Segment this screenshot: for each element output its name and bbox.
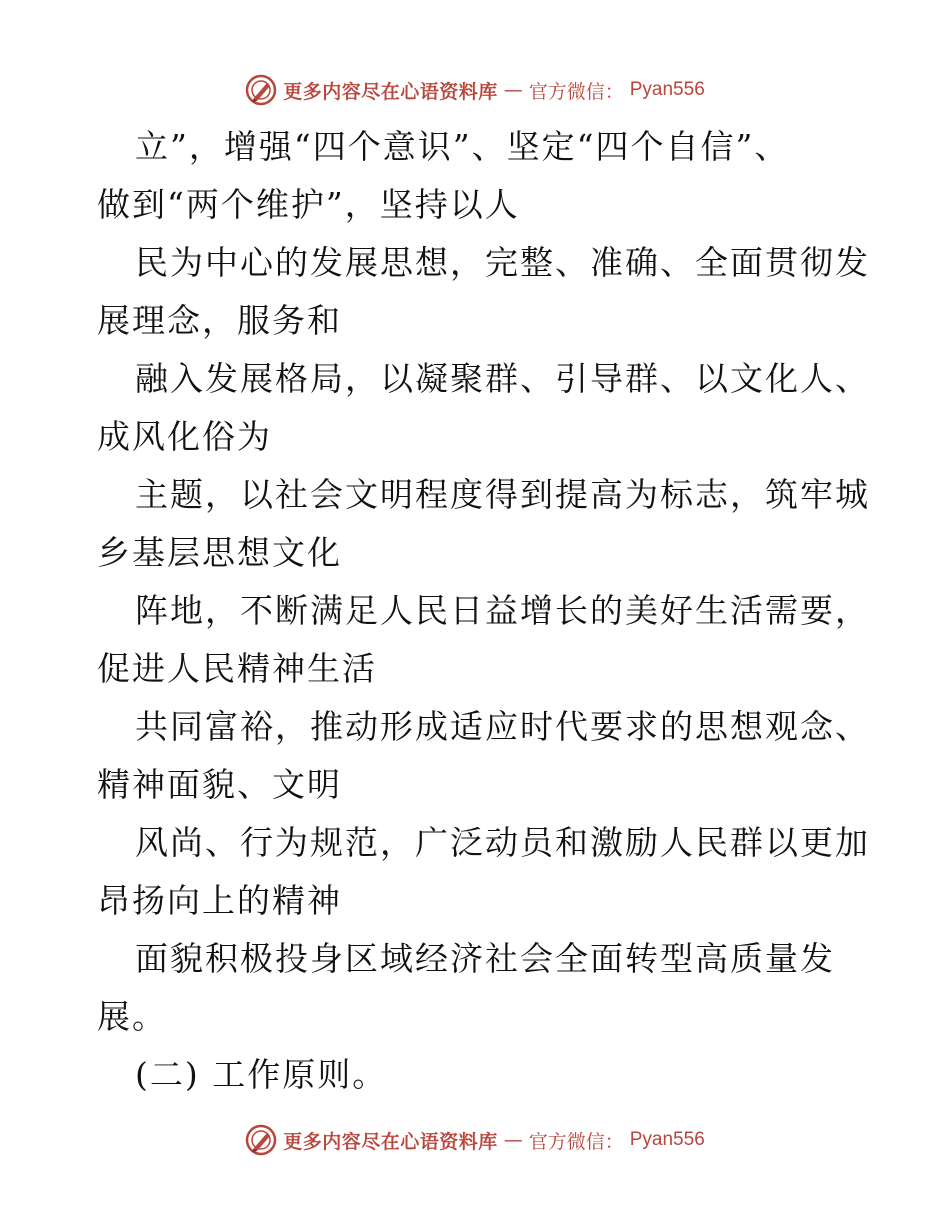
body-line: 面貌积极投身区域经济社会全面转型高质量发 — [135, 939, 835, 978]
body-line: 促进人民精神生活 — [97, 649, 377, 688]
document-body — [97, 118, 870, 1104]
watermark-dash: — — [503, 79, 523, 101]
body-line: 民为中心的发展思想，完整、准确、全面贯彻发 — [135, 243, 870, 282]
pen-logo-icon — [245, 74, 277, 106]
body-line: 融入发展格局，以凝聚群、引导群、以文化人、 — [135, 359, 870, 398]
body-line: 阵地，不断满足人民日益增长的美好生活需要， — [135, 591, 870, 630]
body-line: 成风化俗为 — [97, 417, 272, 456]
pen-logo-icon — [245, 1124, 277, 1156]
body-line: 做到“两个维护”，坚持以人 — [97, 185, 520, 224]
header-watermark — [0, 70, 950, 110]
section-heading: (二) 工作原则。 — [135, 1055, 388, 1094]
body-line: 展。 — [97, 997, 167, 1036]
watermark-brand: 更多内容尽在心语资料库 — [283, 1130, 498, 1153]
body-line: 乡基层思想文化 — [97, 533, 342, 572]
watermark-dash: — — [503, 1129, 523, 1151]
watermark-wechat-id: Pyan556 — [629, 79, 705, 100]
watermark-brand: 更多内容尽在心语资料库 — [283, 80, 498, 103]
footer-watermark — [0, 1120, 950, 1160]
watermark-wechat-label: 官方微信： — [528, 1130, 624, 1153]
body-line: 共同富裕，推动形成适应时代要求的思想观念、 — [135, 707, 870, 746]
watermark-wechat-label: 官方微信： — [528, 80, 624, 103]
body-line: 昂扬向上的精神 — [97, 881, 342, 920]
body-line: 精神面貌、文明 — [97, 765, 342, 804]
body-line: 立”，增强“四个意识”、坚定“四个自信”、 — [135, 127, 790, 166]
body-line: 风尚、行为规范，广泛动员和激励人民群以更加 — [135, 823, 870, 862]
body-line: 展理念，服务和 — [97, 301, 342, 340]
watermark-wechat-id: Pyan556 — [629, 1129, 705, 1150]
body-line: 主题，以社会文明程度得到提高为标志，筑牢城 — [135, 475, 870, 514]
